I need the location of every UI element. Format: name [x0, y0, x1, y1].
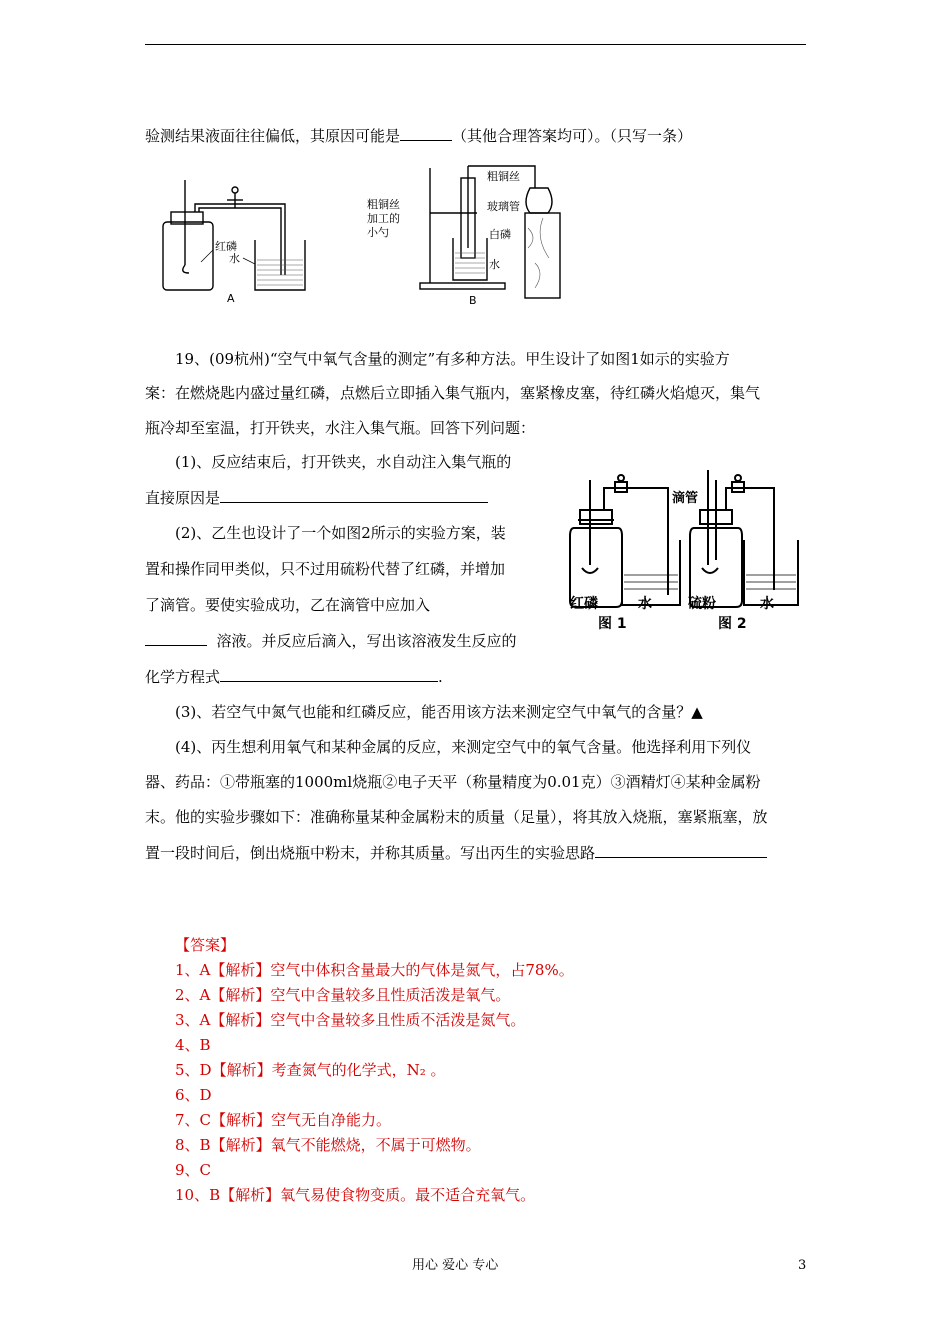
q19-part2-line4: 溶液。并反应后滴入，写出该溶液发生反应的 — [145, 631, 517, 651]
answer-item: 10、B【解析】氧气易使食物变质。最不适合充氧气。 — [175, 1186, 536, 1204]
label-red-phosphorus: 红磷 — [215, 240, 237, 253]
label-spoon-3: 小勺 — [367, 226, 389, 239]
answer-blank — [400, 126, 452, 141]
answer-blank — [595, 843, 767, 858]
answer-blank — [220, 488, 488, 503]
q18-tail-line: 验测结果液面往往偏低，其原因可能是 （其他合理答案均可）。（只写一条） — [145, 127, 693, 145]
label-fig-1: 图 1 — [598, 616, 627, 632]
answer-item: 9、C — [175, 1161, 212, 1179]
q19-part4-line4: 置一段时间后，倒出烧瓶中粉末，并称其质量。写出丙生的实验思路 — [145, 843, 767, 863]
footer-slogan: 用心 爱心 专心 — [412, 1258, 499, 1273]
label-white-phosphorus: 白磷 — [489, 228, 511, 241]
answer-item: 6、D — [175, 1086, 212, 1104]
label-copper-wire: 粗铜丝 — [487, 170, 520, 183]
answer-item: 5、D【解析】考查氮气的化学式，N₂ 。 — [175, 1061, 446, 1079]
label-water: 水 — [489, 258, 500, 271]
label-water: 水 — [229, 252, 240, 265]
answer-blank — [145, 631, 207, 646]
answer-blank — [220, 667, 438, 682]
q19-line1: 19、(09杭州)“空气中氧气含量的测定”有多种方法。甲生设计了如图1如示的实验方 — [175, 350, 730, 368]
q19-part2-line5: 化学方程式 . — [145, 668, 443, 686]
q19-part3: (3)、若空气中氮气也能和红磷反应，能否用该方法来测定空气中氧气的含量？▲ — [175, 703, 703, 721]
label-spoon-2: 加工的 — [367, 212, 400, 225]
answer-item: 1、A【解析】空气中体积含量最大的气体是氮气，占78%。 — [175, 961, 574, 979]
q19-part4-line1: (4)、丙生想利用氧气和某种金属的反应，来测定空气中的氧气含量。他选择利用下列仪 — [175, 738, 752, 756]
figure-a-apparatus — [155, 170, 315, 305]
label-sulfur-powder: 硫粉 — [688, 596, 716, 612]
label-water-2: 水 — [760, 596, 774, 612]
label-fig-2: 图 2 — [718, 616, 747, 632]
label-red-phosphorus: 红磷 — [570, 596, 598, 612]
label-glass-tube: 玻璃管 — [487, 200, 520, 213]
q19-line2: 案：在燃烧匙内盛过量红磷，点燃后立即插入集气瓶内，塞紧橡皮塞，待红磷火焰熄灭，集气 — [145, 384, 761, 402]
q19-part2-line1: (2)、乙生也设计了一个如图2所示的实验方案，装 — [175, 524, 506, 542]
answer-item: 3、A【解析】空气中含量较多且性质不活泼是氮气。 — [175, 1011, 526, 1029]
answer-item: 2、A【解析】空气中含量较多且性质活泼是氧气。 — [175, 986, 511, 1004]
label-water-1: 水 — [638, 596, 652, 612]
label-spoon-1: 粗铜丝 — [367, 198, 400, 211]
q19-part1-line1: (1)、反应结束后，打开铁夹，水自动注入集气瓶的 — [175, 453, 512, 471]
label-fig-a: A — [227, 292, 235, 305]
q19-part1-line2: 直接原因是 — [145, 488, 488, 508]
answer-item: 7、C【解析】空气无自净能力。 — [175, 1111, 392, 1129]
figure-1-2-apparatus — [560, 460, 805, 635]
page-number: 3 — [798, 1258, 807, 1273]
q19-part2-line3: 了滴管。要使实验成功，乙在滴管中应加入 — [145, 596, 431, 614]
q19-part4-line2: 器、药品：①带瓶塞的1000ml烧瓶②电子天平（称量精度为0.01克）③酒精灯④某种金属粉 — [145, 773, 761, 791]
answer-item: 4、B — [175, 1036, 211, 1054]
label-fig-b: B — [469, 294, 477, 307]
answers-title: 【答案】 — [175, 936, 236, 954]
header-rule — [145, 44, 806, 45]
q19-part4-line3: 末。他的实验步骤如下：准确称量某种金属粉末的质量（足量），将其放入烧瓶，塞紧瓶塞，放 — [145, 808, 768, 826]
q19-line3: 瓶冷却至室温，打开铁夹，水注入集气瓶。回答下列问题： — [145, 419, 536, 437]
q19-part2-line2: 置和操作同甲类似，只不过用硫粉代替了红磷，并增加 — [145, 560, 506, 578]
answer-item: 8、B【解析】氧气不能燃烧，不属于可燃物。 — [175, 1136, 481, 1154]
figure-b-apparatus — [365, 158, 580, 308]
label-dropper-1: 滴管 — [672, 491, 699, 506]
